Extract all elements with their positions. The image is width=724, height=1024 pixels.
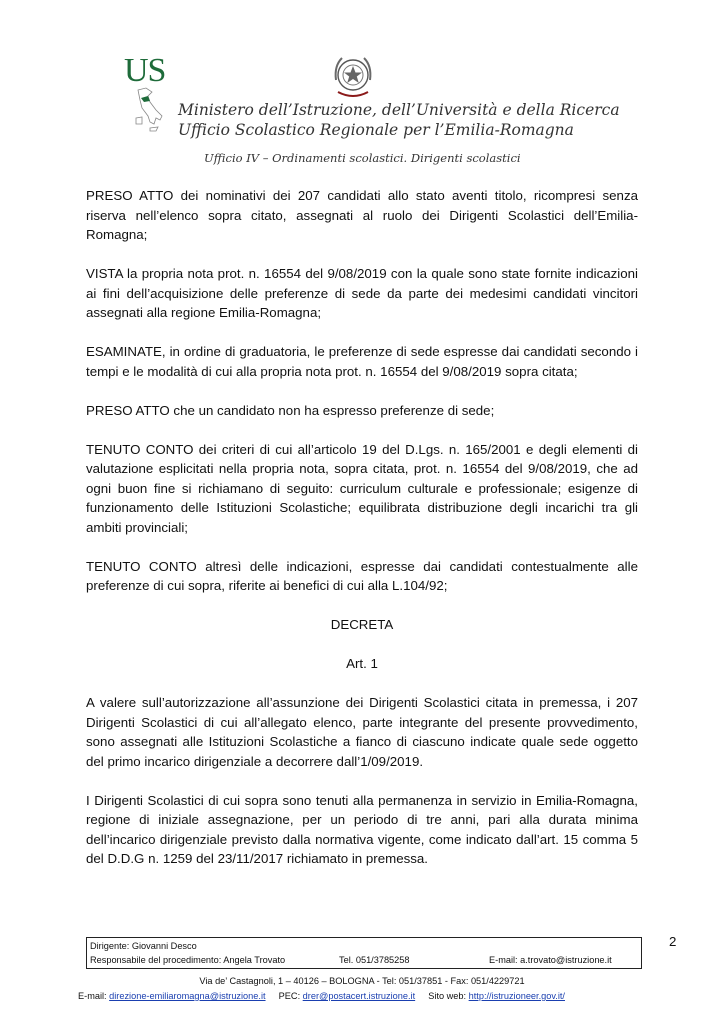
footer-tel: Tel. 051/3785258 — [339, 955, 410, 965]
paragraph-preso-atto-2: PRESO ATTO che un candidato non ha espresso preferenze di sede; — [86, 402, 495, 418]
pec-label: PEC: — [278, 991, 303, 1001]
paragraph-tenuto-conto-1: TENUTO CONTO dei criteri di cui all’articolo 19 del D.Lgs. n. 165/2001 e degli elementi di valutazione esplicitati nella propria nota, sopra citata, prot. n. 16554 del 9/08/2019, che ad ogni buon fine si richiamano di seguito: curriculum culturale e professionale; esigenze di funzionamento delle Istituzioni Scolastiche; equilibrata distribuzione degli incarichi tra gli ambiti provinciali; — [86, 441, 638, 535]
letterhead — [0, 0, 724, 180]
footer-responsabile: Responsabile del procedimento: Angela Trovato — [90, 955, 286, 965]
article-paragraph-2: I Dirigenti Scolastici di cui sopra sono tenuti alla permanenza in servizio in Emilia-Romagna, regione di iniziale assegnazione, per un periodo di tre anni, pari alla durata minima dell’incarico dirigenziale previsto dalla normativa vigente, come indicato dall’art. 15 comma 5 del D.D.G n. 1259 del 23/11/2017 richiamato in premessa. — [86, 792, 638, 866]
office-contacts — [78, 991, 565, 1001]
paragraph-tenuto-conto-2: TENUTO CONTO altresì delle indicazioni, espresse dai candidati contestualmente alle preferenze di cui sopra, riferite ai benefici di cui alla L.104/92; — [86, 558, 638, 593]
document-body — [86, 186, 638, 888]
article-paragraph-1: A valere sull’autorizzazione all’assunzione dei Dirigenti Scolastici citata in premessa, i 207 Dirigenti Scolastici di cui all’allegato elenco, parte integrante del presente provvedimento, sono assegnati alle Istituzioni Scolastiche a fianco di ciascuno indicate quale sede oggetto del primo incarico dirigenziale a decorrere dall’1/09/2019. — [86, 695, 638, 769]
office-address: Via de’ Castagnoli, 1 – 40126 – BOLOGNA - Tel: 051/37851 - Fax: 051/4229721 — [199, 976, 525, 986]
contact-email-label: E-mail: — [78, 991, 110, 1001]
office-subtitle: Ufficio IV – Ordinamenti scolastici. Dirigenti scolastici — [204, 151, 521, 165]
article-heading: Art. 1 — [346, 656, 378, 671]
us-logo-text: US — [124, 52, 166, 89]
republic-emblem-icon — [330, 52, 376, 102]
decreta-heading: DECRETA — [330, 617, 394, 632]
contact-email-link[interactable]: direzione-emiliaromagna@istruzione.it — [109, 991, 266, 1001]
pec-link[interactable]: drer@postacert.istruzione.it — [302, 991, 416, 1001]
paragraph-vista: VISTA la propria nota prot. n. 16554 del 9/08/2019 con la quale sono state fornite indicazioni ai fini dell’acquisizione delle preferenze di sede da parte dei medesimi candidati vincitori assegnati alla regione Emilia-Romagna; — [86, 266, 638, 320]
web-label: Sito web: — [428, 991, 469, 1001]
paragraph-esaminate: ESAMINATE, in ordine di graduatoria, le preferenze di sede espresse dai candidati secondo i tempi e le modalità di cui alla propria nota prot. n. 16554 del 9/08/2019 sopra citata; — [86, 344, 638, 379]
ministry-line-1: Ministero dell’Istruzione, dell’Università e della Ricerca — [178, 101, 620, 119]
ministry-name — [178, 100, 620, 140]
page-number: 2 — [669, 934, 677, 949]
ministry-line-2: Ufficio Scolastico Regionale per l’Emilia-Romagna — [178, 121, 574, 139]
paragraph-preso-atto-1: PRESO ATTO dei nominativi dei 207 candidati allo stato aventi titolo, ricompresi senza riserva nell’elenco sopra citato, assegnati al ruolo dei Dirigenti Scolastici dell’Emilia-Romagna; — [86, 188, 638, 242]
footer-dirigente: Dirigente: Giovanni Desco — [90, 941, 197, 951]
footer-email: E-mail: a.trovato@istruzione.it — [489, 955, 612, 965]
footer-contact-box — [86, 937, 642, 969]
website-link[interactable]: http://istruzioneer.gov.it/ — [468, 991, 565, 1001]
italy-map-icon — [132, 86, 166, 134]
